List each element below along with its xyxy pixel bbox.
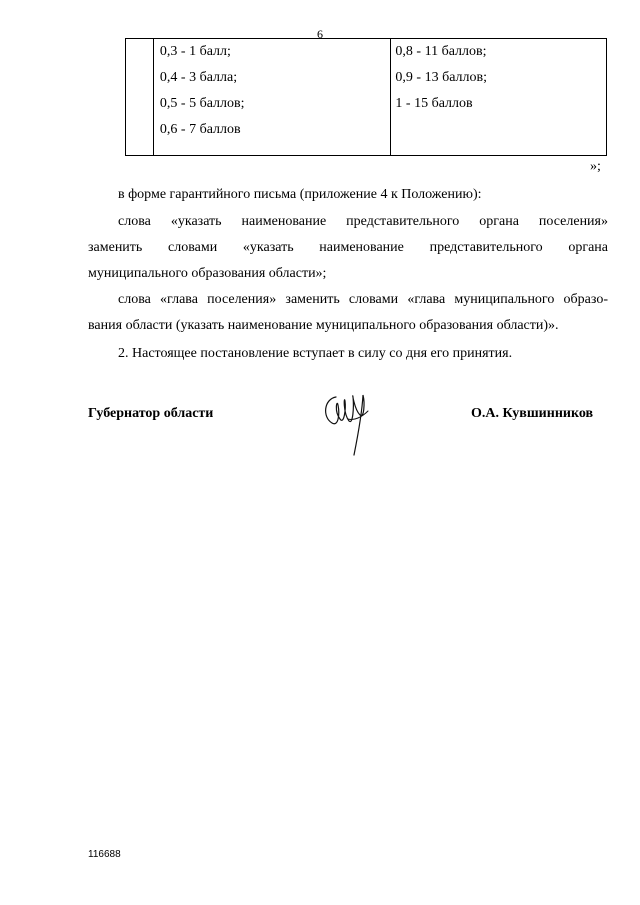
- paragraph-guarantee-letter: в форме гарантийного письма (приложение 4 к Положению):: [118, 187, 482, 202]
- closing-quote: »;: [590, 159, 601, 174]
- score-item: 0,4 - 3 балла;: [159, 70, 238, 85]
- table-row: [126, 39, 607, 156]
- score-item: 0,8 - 11 баллов;: [395, 44, 487, 59]
- signatory-title: Губернатор области: [88, 406, 214, 421]
- document-id: 116688: [88, 849, 121, 860]
- paragraph-words-line-2: заменить словами «указать наименование представительного органа: [88, 240, 608, 255]
- score-item: 0,3 - 1 балл;: [159, 44, 231, 59]
- paragraph-words-line-3: муниципального образования области»;: [88, 266, 327, 281]
- score-item: 0,6 - 7 баллов: [159, 122, 241, 137]
- table-cell-left: [153, 39, 391, 156]
- table-blank-cell: [126, 39, 154, 156]
- paragraph-head-line-2: вания области (указать наименование муниципального образования области)».: [88, 318, 559, 333]
- score-table: [125, 38, 607, 156]
- score-item: 0,9 - 13 баллов;: [395, 70, 488, 85]
- paragraph-head-line-1: слова «глава поселения» заменить словами «глава муниципального образо-: [118, 292, 608, 307]
- signatory-name: О.А. Кувшинников: [471, 406, 594, 421]
- handwritten-signature: [318, 385, 378, 465]
- score-item: 0,5 - 5 баллов;: [159, 96, 245, 111]
- paragraph-effective-date: 2. Настоящее постановление вступает в силу со дня его принятия.: [118, 346, 513, 361]
- score-item: 1 - 15 баллов: [395, 96, 473, 111]
- table-cell-right: [391, 39, 607, 156]
- paragraph-words-line-1: слова «указать наименование представительного органа поселения»: [118, 214, 608, 229]
- page-number: 6: [317, 27, 323, 41]
